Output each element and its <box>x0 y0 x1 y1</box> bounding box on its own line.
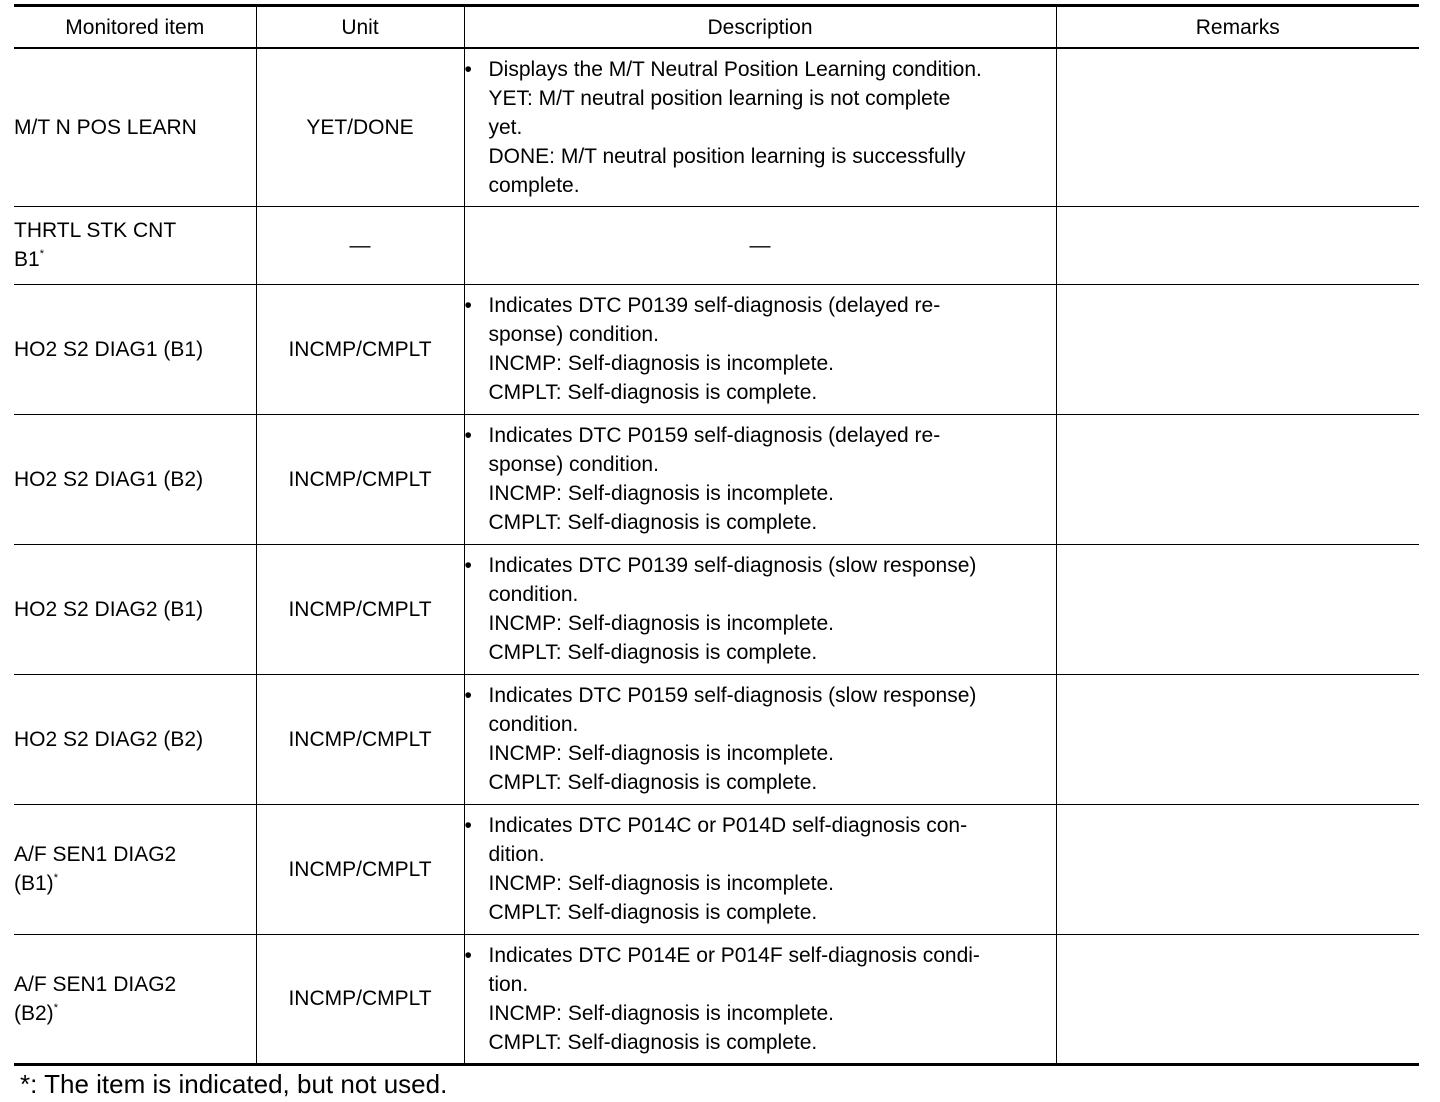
monitored-item-cell <box>14 48 256 206</box>
bullet-icon: • <box>464 554 472 577</box>
monitored-item-text <box>14 113 256 142</box>
description-line: condition. <box>488 583 579 606</box>
description-line: INCMP: Self-diagnosis is incomplete. <box>488 872 834 895</box>
table-row <box>14 934 1419 1064</box>
description-line: complete. <box>488 173 580 197</box>
description-line: YET: M/T neutral position learning is not complete <box>488 86 951 110</box>
remarks-cell <box>1056 804 1419 934</box>
monitored-item-line: HO2 S2 DIAG2 (B2) <box>14 727 204 751</box>
description-line: condition. <box>488 713 579 736</box>
monitored-item-text <box>14 245 256 274</box>
monitored-item-cell <box>14 414 256 544</box>
description-bullet <box>465 551 1056 667</box>
monitored-item-text <box>14 216 256 245</box>
description-bullet <box>465 941 1056 1057</box>
description-line: Indicates DTC P014E or P014F self-diagnosis condi- <box>488 943 980 967</box>
bullet-icon: • <box>464 814 472 837</box>
unit-cell: INCMP/CMPLT <box>256 544 464 674</box>
header-description: Description <box>464 6 1056 49</box>
header-unit: Unit <box>256 6 464 49</box>
description-line: dition. <box>488 843 545 866</box>
remarks-cell <box>1056 206 1419 284</box>
header-monitored-item: Monitored item <box>14 6 256 49</box>
table-row <box>14 804 1419 934</box>
bullet-icon: • <box>464 943 472 967</box>
unit-cell: INCMP/CMPLT <box>256 804 464 934</box>
description-line: Displays the M/T Neutral Position Learning condition. <box>488 57 982 81</box>
description-line: Indicates DTC P0139 self-diagnosis (delayed re- <box>488 294 941 317</box>
monitored-item-text <box>14 335 256 364</box>
description-line: Indicates DTC P0159 self-diagnosis (slow response) <box>488 684 977 707</box>
footnote: *: The item is indicated, but not used. <box>20 1069 448 1099</box>
description-line: INCMP: Self-diagnosis is incomplete. <box>488 352 834 375</box>
description-line: Indicates DTC P0139 self-diagnosis (slow response) <box>488 554 977 577</box>
description-line: INCMP: Self-diagnosis is incomplete. <box>488 482 834 505</box>
description-line: CMPLT: Self-diagnosis is complete. <box>488 381 818 404</box>
remarks-cell <box>1056 934 1419 1064</box>
description-line: yet. <box>488 115 523 139</box>
monitored-item-cell <box>14 284 256 414</box>
remarks-cell <box>1056 544 1419 674</box>
description-line: CMPLT: Self-diagnosis is complete. <box>488 641 818 664</box>
description-bullet <box>465 421 1056 537</box>
unit-cell: INCMP/CMPLT <box>256 674 464 804</box>
description-line: CMPLT: Self-diagnosis is complete. <box>488 901 818 924</box>
remarks-cell <box>1056 48 1419 206</box>
remarks-cell <box>1056 674 1419 804</box>
description-cell <box>464 674 1056 804</box>
monitored-item-text <box>14 725 256 754</box>
monitored-item-line: A/F SEN1 DIAG2 <box>14 972 177 996</box>
remarks-cell <box>1056 414 1419 544</box>
description-cell <box>464 934 1056 1064</box>
table-body <box>14 48 1419 1064</box>
monitored-item-cell <box>14 206 256 284</box>
monitored-item-line: A/F SEN1 DIAG2 <box>14 843 177 866</box>
header-remarks: Remarks <box>1056 6 1419 49</box>
bullet-icon: • <box>464 684 472 707</box>
monitored-item-text <box>14 999 256 1028</box>
bullet-icon: • <box>464 294 472 317</box>
footnote-marker: * <box>39 248 44 260</box>
monitored-item-text <box>14 595 256 624</box>
monitored-item-text <box>14 869 256 898</box>
description-line: Indicates DTC P0159 self-diagnosis (delayed re- <box>488 424 941 447</box>
monitored-item-text <box>14 970 256 999</box>
description-line: CMPLT: Self-diagnosis is complete. <box>488 511 818 534</box>
remarks-cell <box>1056 284 1419 414</box>
description-line: sponse) condition. <box>488 323 659 346</box>
table-header-row <box>14 6 1419 49</box>
monitored-item-text <box>14 465 256 494</box>
description-cell <box>464 48 1056 206</box>
monitored-item-line: THRTL STK CNT <box>14 219 177 242</box>
description-line: sponse) condition. <box>488 453 659 476</box>
monitored-item-cell <box>14 544 256 674</box>
table-row <box>14 414 1419 544</box>
monitored-item-cell <box>14 934 256 1064</box>
description-bullet <box>465 291 1056 407</box>
table-row <box>14 284 1419 414</box>
monitored-item-line: (B2) <box>14 1001 54 1025</box>
description-line: INCMP: Self-diagnosis is incomplete. <box>488 742 834 765</box>
description-line: INCMP: Self-diagnosis is incomplete. <box>488 612 834 635</box>
unit-cell: — <box>256 206 464 284</box>
description-bullet <box>465 55 1056 200</box>
description-line: INCMP: Self-diagnosis is incomplete. <box>488 1001 834 1025</box>
description-cell <box>464 284 1056 414</box>
monitored-item-line: (B1) <box>14 872 54 895</box>
description-line: DONE: M/T neutral position learning is successfully <box>488 144 966 168</box>
footnote-marker: * <box>53 872 58 884</box>
description-line: CMPLT: Self-diagnosis is complete. <box>488 771 818 794</box>
description-cell <box>464 414 1056 544</box>
monitored-item-line: HO2 S2 DIAG1 (B1) <box>14 337 204 361</box>
monitored-item-text <box>14 840 256 869</box>
monitored-item-line: B1 <box>14 248 40 271</box>
monitored-item-line: HO2 S2 DIAG1 (B2) <box>14 467 204 491</box>
monitored-items-table <box>14 4 1419 1066</box>
monitored-item-line: M/T N POS LEARN <box>14 115 197 139</box>
description-line: CMPLT: Self-diagnosis is complete. <box>488 1030 818 1054</box>
unit-cell: YET/DONE <box>256 48 464 206</box>
description-line: tion. <box>488 972 529 996</box>
monitored-item-line: HO2 S2 DIAG2 (B1) <box>14 597 204 621</box>
description-bullet <box>465 811 1056 927</box>
monitored-item-cell <box>14 674 256 804</box>
table-row <box>14 674 1419 804</box>
unit-cell: INCMP/CMPLT <box>256 934 464 1064</box>
footnote-marker: * <box>53 1001 58 1014</box>
description-cell <box>464 804 1056 934</box>
description-line: Indicates DTC P014C or P014D self-diagnosis con- <box>488 814 968 837</box>
description-bullet <box>465 681 1056 797</box>
table-row <box>14 48 1419 206</box>
unit-cell: INCMP/CMPLT <box>256 414 464 544</box>
table-row <box>14 544 1419 674</box>
table-row <box>14 206 1419 284</box>
description-cell <box>464 544 1056 674</box>
description-cell: — <box>464 206 1056 284</box>
monitored-item-cell <box>14 804 256 934</box>
bullet-icon: • <box>464 57 472 81</box>
bullet-icon: • <box>464 424 472 447</box>
unit-cell: INCMP/CMPLT <box>256 284 464 414</box>
